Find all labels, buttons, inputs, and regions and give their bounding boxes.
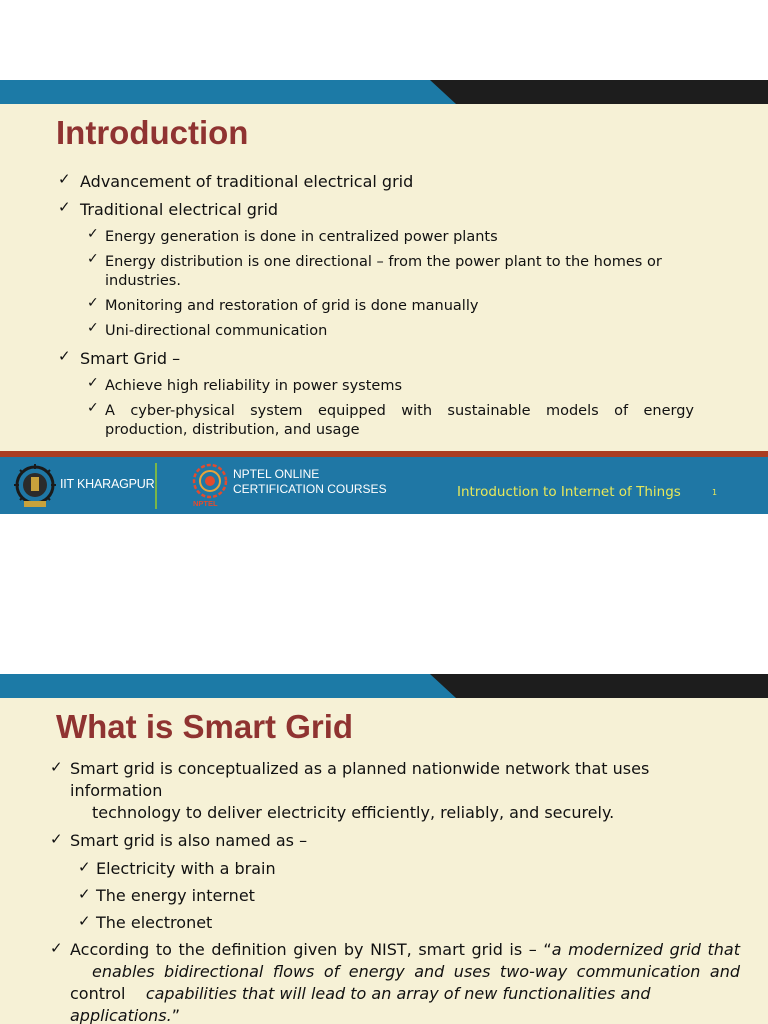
- page-number: 1: [712, 488, 718, 497]
- slide-footer: [0, 457, 768, 514]
- checkmark-icon: ✓: [50, 830, 63, 848]
- list-item: ✓ Advancement of traditional electrical grid: [58, 170, 414, 191]
- slide-title: What is Smart Grid: [56, 708, 354, 745]
- sub-list-item: ✓ Electricity with a brain: [78, 858, 276, 878]
- bullet-list: [50, 758, 740, 1024]
- checkmark-icon: ✓: [87, 375, 99, 391]
- checkmark-icon: ✓: [50, 758, 63, 776]
- footer-divider: [155, 463, 157, 509]
- sub-list-item: ✓ Achieve high reliability in power systems: [87, 375, 403, 394]
- list-item: ✓ Smart Grid –: [58, 347, 181, 368]
- slide-introduction: [0, 80, 768, 514]
- nptel-line-1: NPTEL ONLINE: [233, 467, 320, 481]
- nptel-line-2: CERTIFICATION COURSES: [233, 482, 387, 496]
- slide-what-is-smart-grid: [0, 674, 768, 1024]
- sub-list-item: ✓ Energy generation is done in centralized power plants: [87, 226, 498, 245]
- checkmark-icon: ✓: [87, 251, 99, 267]
- checkmark-icon: ✓: [87, 400, 99, 416]
- checkmark-icon: ✓: [78, 912, 91, 930]
- checkmark-icon: ✓: [87, 320, 99, 336]
- list-item: ✓ Smart grid is also named as –: [50, 830, 308, 850]
- list-item: ✓ Smart grid is conceptualized as a planned nationwide network that uses information technology to deliver electricity efficiently, reliably, and securely.: [50, 758, 650, 822]
- checkmark-icon: ✓: [87, 295, 99, 311]
- institute-name: IIT KHARAGPUR: [60, 477, 155, 491]
- sub-list-item: ✓ Uni-directional communication: [87, 320, 328, 339]
- sub-list-item: ✓ Monitoring and restoration of grid is done manually: [87, 295, 479, 314]
- checkmark-icon: ✓: [58, 347, 71, 365]
- course-title: Introduction to Internet of Things: [457, 484, 681, 500]
- top-bar-dark: [430, 674, 768, 698]
- nist-definition-line-3: control capabilities that will lead to an array of new functionalities and applications.”: [70, 984, 651, 1024]
- checkmark-icon: ✓: [58, 198, 71, 216]
- list-item: ✓ Traditional electrical grid: [58, 198, 279, 219]
- checkmark-icon: ✓: [50, 939, 63, 957]
- sub-list-item: ✓ The electronet: [78, 912, 213, 932]
- bullet-list: [58, 172, 738, 446]
- checkmark-icon: ✓: [78, 858, 91, 876]
- checkmark-icon: ✓: [78, 885, 91, 903]
- slide-title: Introduction: [56, 114, 249, 151]
- list-item: ✓ According to the definition given by NIST, smart grid is – “a modernized grid that enables bidirectional flows of energy and uses two-way communication and control capabilities that will lead to an array of new functionalities and applications.”: [50, 939, 740, 1024]
- sub-list-item: ✓ Energy distribution is one directional – from the power plant to the homes or industries.: [87, 251, 662, 289]
- top-bar-dark: [430, 80, 768, 104]
- nptel-logo-text: NPTEL: [193, 499, 218, 508]
- sub-list-item: ✓ The energy internet: [78, 885, 255, 905]
- nist-definition-line-1: According to the definition given by NIST, smart grid is – “a modernized grid that: [70, 940, 741, 959]
- iit-kharagpur-logo-icon: [14, 463, 56, 509]
- checkmark-icon: ✓: [58, 170, 71, 188]
- slide-top-bar: [0, 674, 768, 698]
- checkmark-icon: ✓: [87, 226, 99, 242]
- sub-list-item: ✓ A cyber-physical system equipped with sustainable models of energy production, distribution, and usage: [87, 400, 694, 438]
- nptel-logo-icon: [191, 462, 229, 500]
- slide-top-bar: [0, 80, 768, 104]
